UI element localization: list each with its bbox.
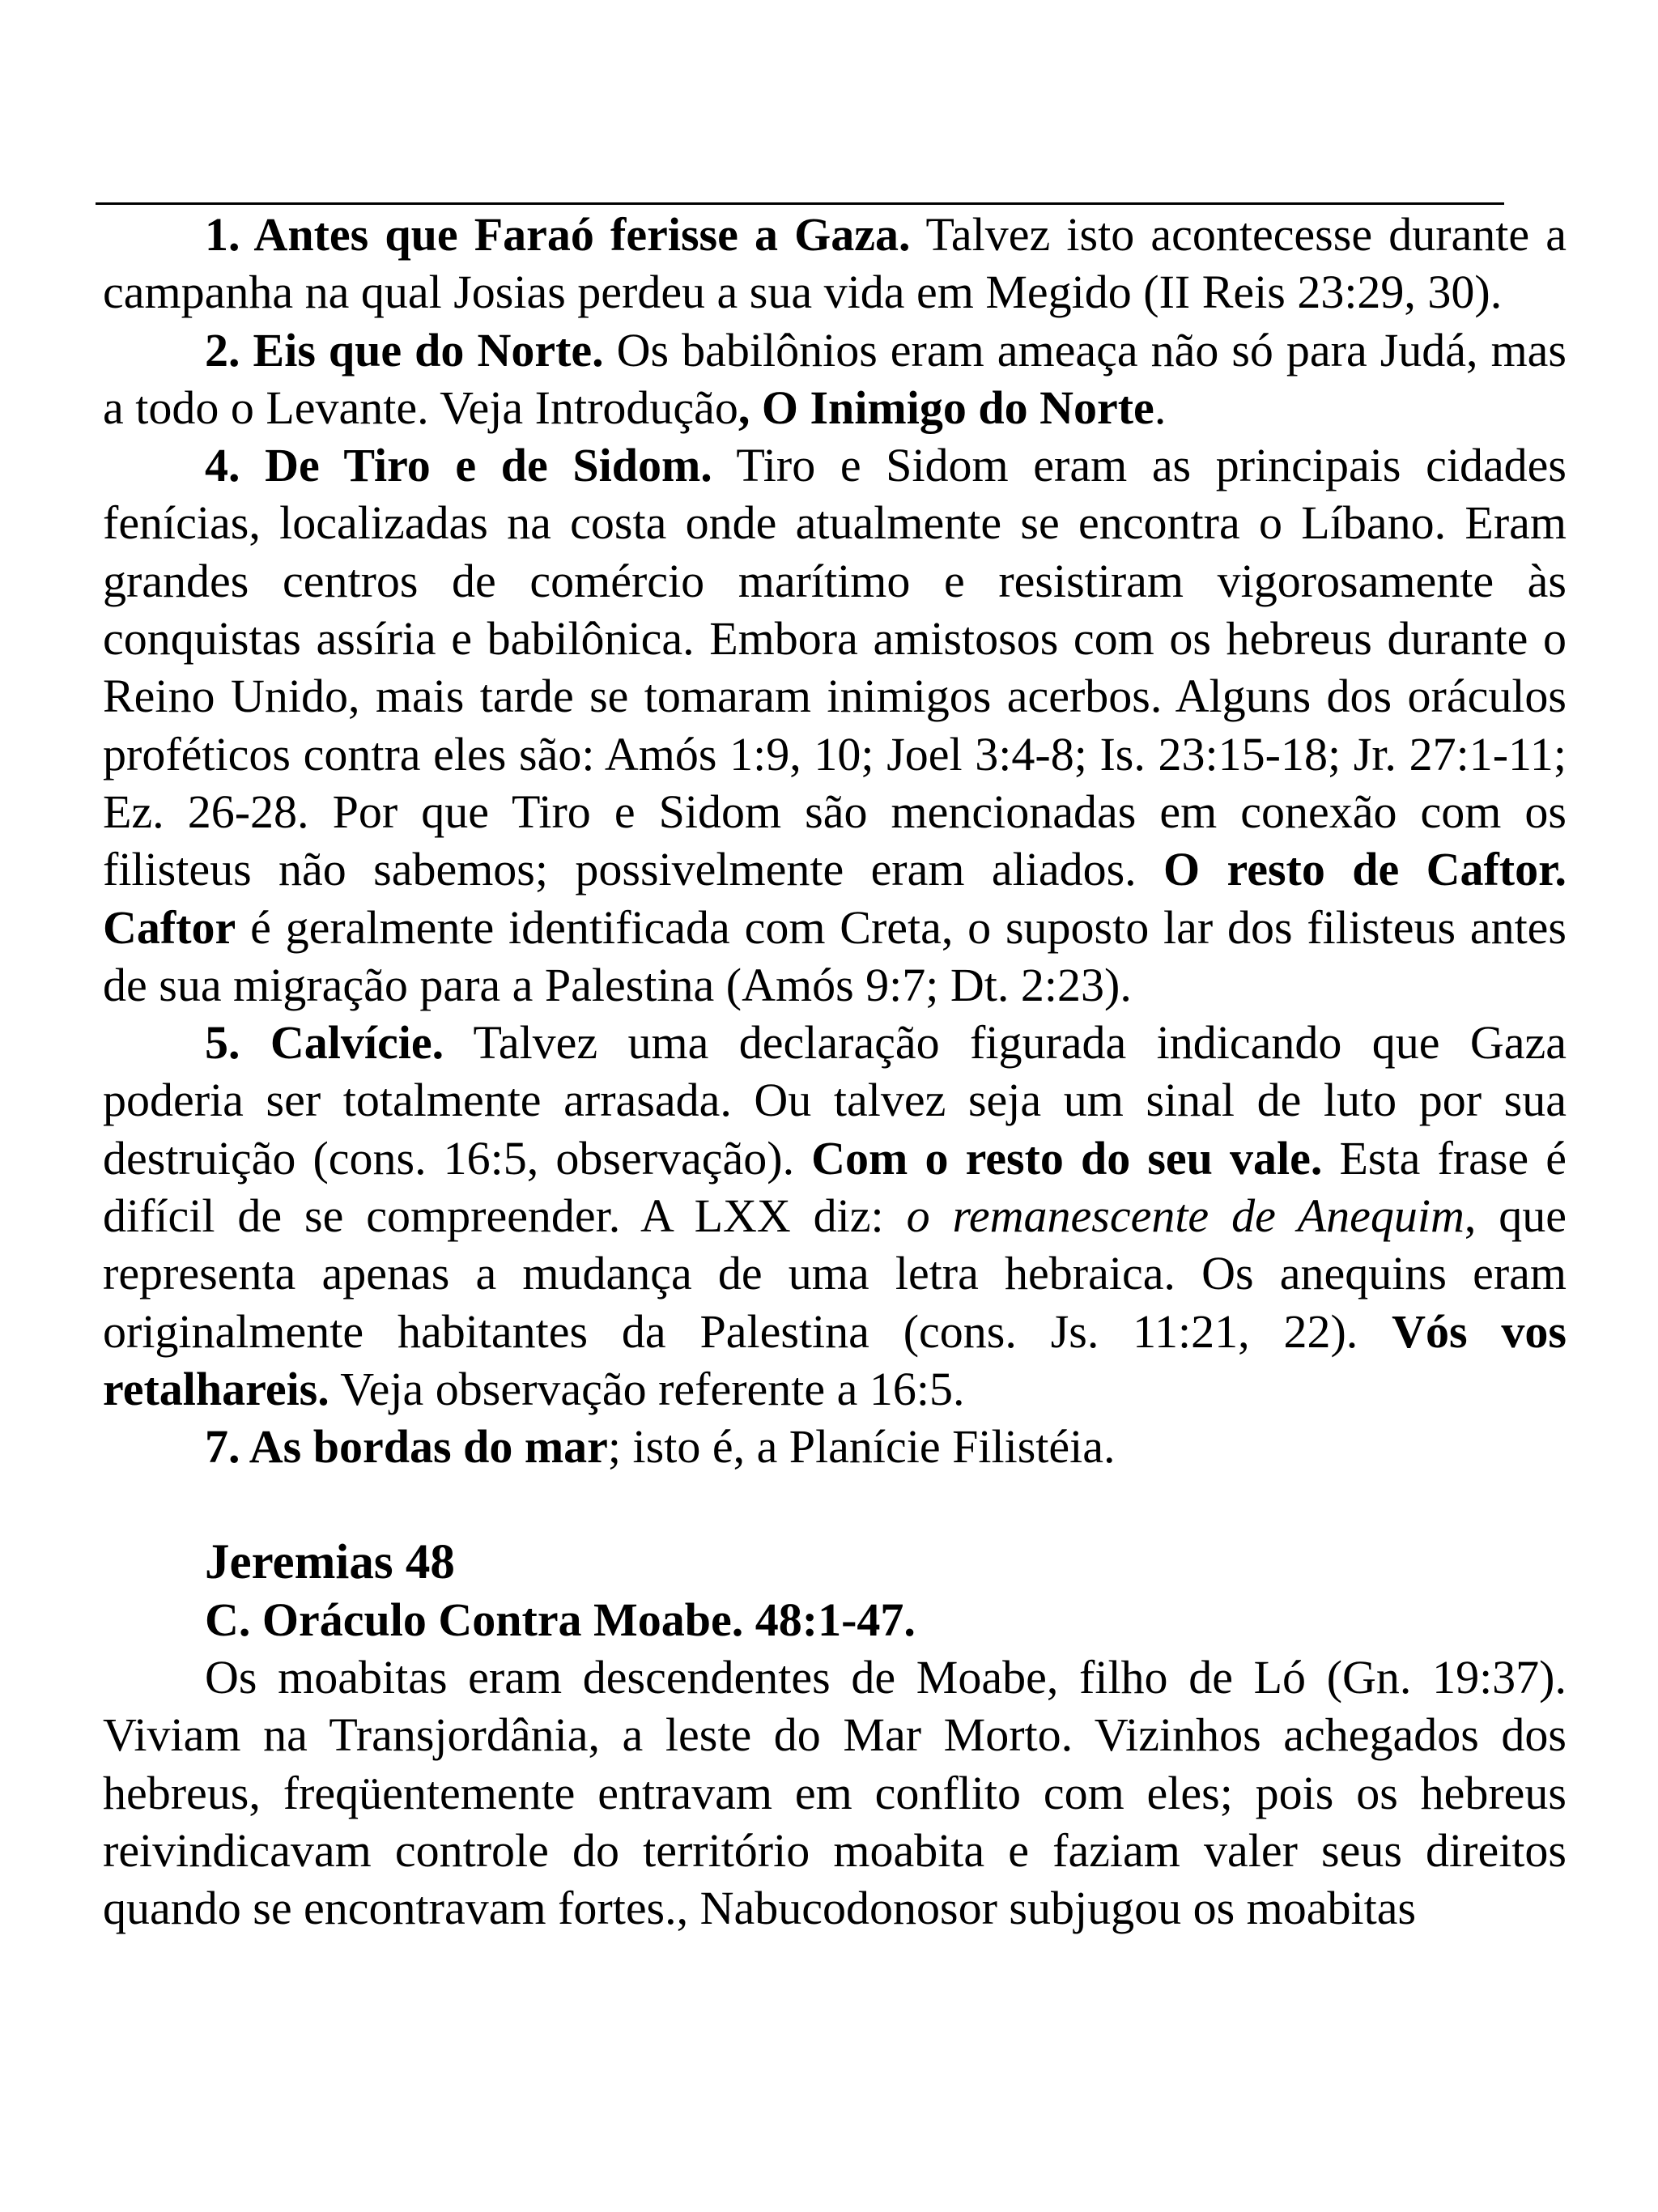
note-5-quote: o remanescente de Anequim: [906, 1189, 1465, 1243]
note-7-text: ; isto é, a Planície Filistéia.: [607, 1420, 1116, 1474]
note-4-text: Tiro e Sidom eram as principais cidades fenícias, localizadas na costa onde atualmente se encontra o Líbano. Eram grandes centros de comércio marítimo e resistiram vigorosamente às conquistas assíria e babilônica. Embora amistosos com os hebreus durante o Reino Unido, mais tarde se tomaram inimigos acerbos. Alguns dos oráculos proféticos contra eles são: Amós 1:9, 10; Joel 3:4-8; Is. 23:15-18; Jr. 27:1-11; Ez. 26-28. Por que Tiro e Sidom são mencionadas em conexão com os filisteus não sabemos; possivelmente eram aliados.: [103, 439, 1567, 896]
note-2: [103, 321, 1567, 437]
section-gap: [103, 1476, 1567, 1534]
note-5-text-2: Esta frase é difícil de se compreender. A LXX diz:: [103, 1131, 1567, 1243]
note-2-text: Os babilônios eram ameaça não só para Judá, mas a todo o Levante. Veja Introdução: [103, 323, 1567, 434]
note-5-text-4: Veja observação referente a 16:5.: [329, 1362, 965, 1415]
note-4: [103, 436, 1567, 1014]
chapter-title: Jeremias 48: [205, 1534, 455, 1589]
note-1-lead: 1. Antes que Faraó ferisse a Gaza.: [205, 208, 911, 261]
note-5-subhead-2: Vós vos retalhareis.: [103, 1304, 1567, 1415]
note-5-lead: 5. Calvície.: [205, 1016, 444, 1070]
note-2-end: .: [1154, 381, 1167, 434]
section-title: C. Oráculo Contra Moabe. 48:1-47.: [205, 1593, 916, 1646]
note-4-lead: 4. De Tiro e de Sidom.: [205, 439, 712, 492]
note-1: [103, 206, 1567, 321]
note-5-text: Talvez uma declaração figurada indicando que Gaza poderia ser totalmente arrasada. Ou talvez seja um sinal de luto por sua destruição (cons. 16:5, observação).: [103, 1016, 1567, 1185]
note-5-text-3: , que representa apenas a mudança de uma letra hebraica. Os anequins eram originalmente habitantes da Palestina (cons. Js. 11:21, 22).: [103, 1189, 1567, 1358]
page-body: [103, 206, 1567, 1938]
note-2-lead: 2. Eis que do Norte.: [205, 323, 604, 376]
note-4-subhead: O resto de Caftor. Caftor: [103, 843, 1567, 954]
note-5-subhead: Com o resto do seu vale.: [811, 1131, 1323, 1185]
note-4-text-2: é geralmente identificada com Creta, o suposto lar dos filisteus antes de sua migração para a Palestina (Amós 9:7; Dt. 2:23).: [103, 900, 1567, 1011]
note-7-lead: 7. As bordas do mar: [205, 1420, 608, 1474]
note-5: [103, 1014, 1567, 1418]
note-7: [103, 1418, 1567, 1475]
note-2-reference: , O Inimigo do Norte: [738, 381, 1154, 434]
top-rule: [96, 202, 1504, 205]
chapter-body: Os moabitas eram descendentes de Moabe, filho de Ló (Gn. 19:37). Viviam na Transjordânia, a leste do Mar Morto. Vizinhos achegados dos hebreus, freqüentemente entravam em conflito com eles; pois os hebreus reivindicavam controle do território moabita e faziam valer seus direitos quando se encontravam fortes., Nabucodonosor subjugou os moabitas: [103, 1651, 1567, 1935]
note-1-text: Talvez isto acontecesse durante a campanha na qual Josias perdeu a sua vida em Megido (II Reis 23:29, 30).: [103, 208, 1567, 319]
